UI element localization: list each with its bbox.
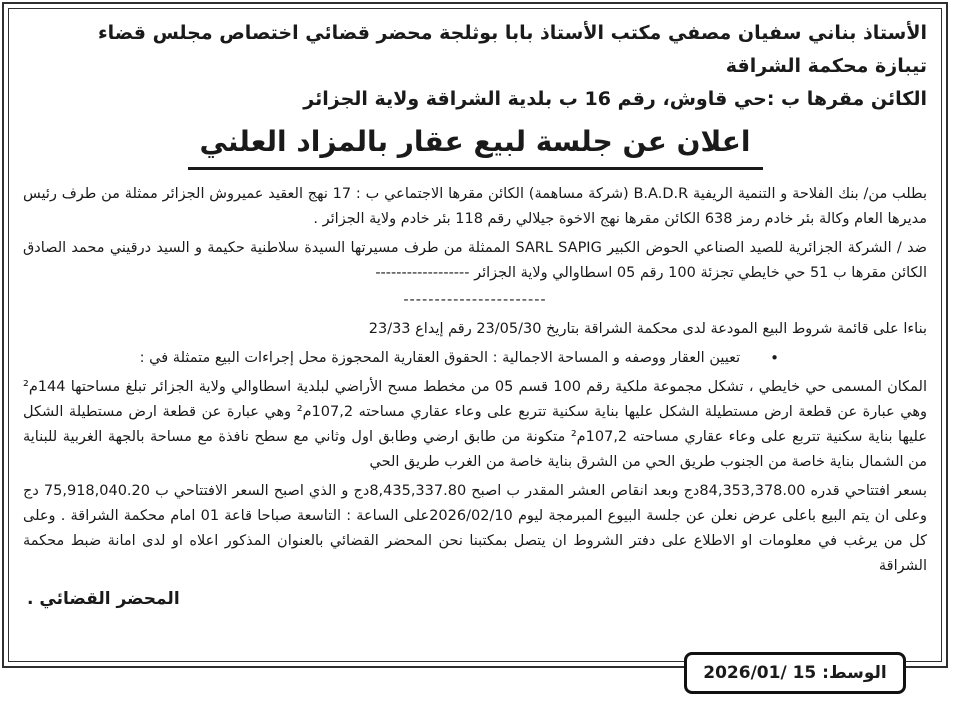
document-title: اعلان عن جلسة لبيع عقار بالمزاد العلني [188, 125, 763, 170]
header-line-1: الأستاذ بناني سفيان مصفي مكتب الأستاذ بابا بوثلجة محضر قضائي اختصاص مجلس قضاء [97, 22, 927, 44]
bailiff-signature: المحضر القضائي . [27, 589, 180, 609]
bullet-icon: • [770, 349, 779, 367]
designation-heading-row [23, 346, 927, 371]
property-description-paragraph: المكان المسمى حي خايطي ، تشكل مجموعة ملكية رقم 100 قسم 05 من مخطط مسح الأراضي لبلدية اسطاوالي ولاية الجزائر تبلغ مساحتها 144م² وهي عبارة عن قطعة ارض مستطيلة الشكل عليها بناية سكنية تتربع على وعاء عقاري مساحته 107,2م² وهي عبارة عن قطعة ارض مستطيلة الشكل عليها بناية سكنية تتربع على وعاء عقاري مساحته 107,2م² متكونة من طابق ارضي وطابق اول وثاني مع سطح نافذة مع مساحة بالجهة الغربية للبناية من الشمال بناية خاصة من الجنوب طريق الحي من الشرق بناية خاصة من الغرب طريق الحي [23, 379, 927, 470]
request-paragraph: بطلب من/ بنك الفلاحة و التنمية الريفية B.A.D.R (شركة مساهمة) الكائن مقرها الاجتماعي ب : 17 نهج العقيد عميروش الجزائر ممثلة من طرف رئيس مديرها العام وكالة بئر خادم رمز 638 الكائن مقرها نهج الاخوة جيلالي رقم 118 بئر خادم ولاية الجزائر . [23, 186, 927, 227]
separator-dashes: ----------------------- [403, 292, 547, 308]
title-row [23, 125, 927, 170]
header-line-2: تيبازة محكمة الشراقة [725, 55, 927, 77]
document-inner-border [8, 8, 942, 662]
deposit-line: بناءا على قائمة شروط البيع المودعة لدى محكمة الشراقة بتاريخ 23/05/30 رقم إيداع 23/33 [368, 321, 927, 337]
publication-date-text: الوسط: 15 /2026/01 [703, 663, 887, 683]
against-paragraph: ضد / الشركة الجزائرية للصيد الصناعي الحوض الكبير SARL SAPIG الممثلة من طرف مسيرتها السيدة سلاطنية حكيمة و السيد درقيني محمد الصادق الكائن مقرها ب 51 حي خايطي تجزئة 100 رقم 05 اسطاوالي ولاية الجزائر ------------------ [23, 240, 927, 281]
publication-date-stamp [684, 652, 906, 694]
price-and-session-paragraph: بسعر افتتاحي قدره 84,353,378.00دج وبعد انقاص العشر المقدر ب اصبح 8,435,337.80دج و الذي اصبح السعر الافتتاحي ب 75,918,040.20 دج وعلى ان يتم البيع باعلى عرض نعلن عن جلسة البيوع المبرمجة ليوم 2026/02/10على الساعة : التاسعة صباحا قاعة 01 امام محكمة الشراقة . وعلى كل من يرغب في معلومات او الاطلاع على دفتر الشروط ان يتصل بمكتبنا نحن المحضر القضائي بالعنوان المذكور اعلاه او لدى امانة ضبط محكمة الشراقة [23, 483, 927, 574]
designation-heading: تعيين العقار ووصفه و المساحة الاجمالية : الحقوق العقارية المحجوزة محل إجراءات البيع متمثلة في : [139, 350, 741, 366]
header-line-3: الكائن مقرها ب :حي قاوش، رقم 16 ب بلدية الشراقة ولاية الجزائر [303, 88, 927, 110]
bailiff-office-header [23, 17, 927, 116]
document-outer-border [2, 2, 948, 668]
document-content [23, 17, 927, 611]
